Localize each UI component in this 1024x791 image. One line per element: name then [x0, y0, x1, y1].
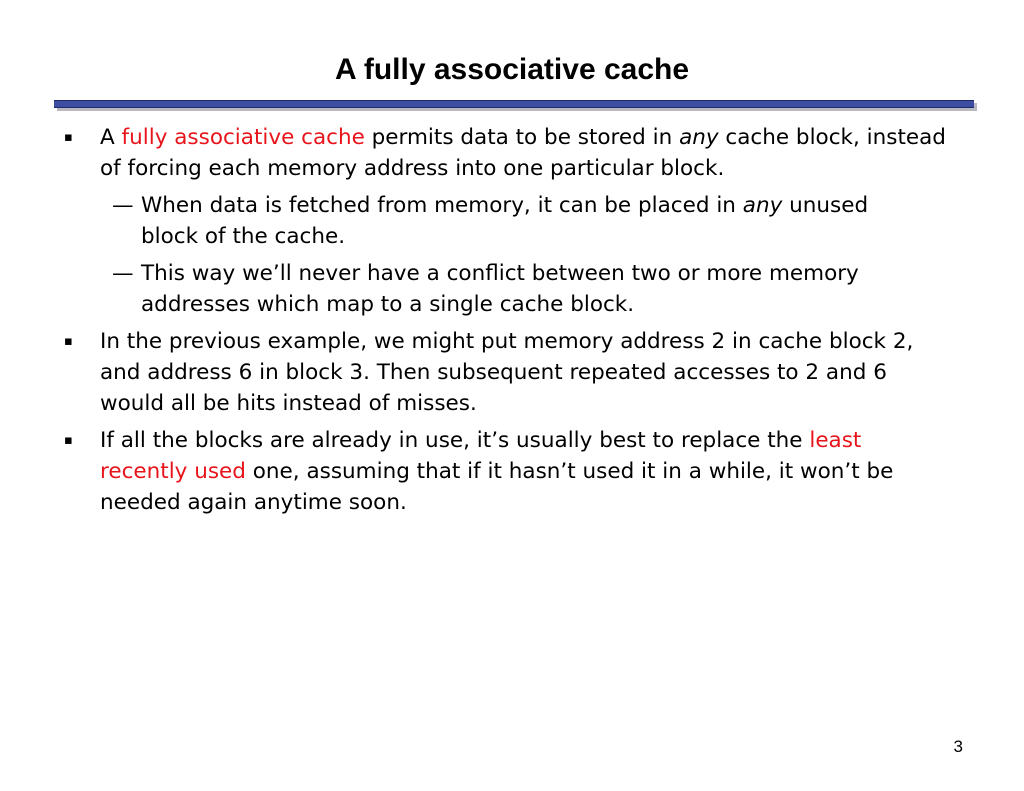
highlight-least-recently-used: least recently used	[100, 428, 862, 484]
dash-bullet-icon: —	[112, 261, 134, 286]
sub-bullet-1-pre: When data is fetched from memory, it can be placed in	[141, 193, 743, 218]
highlight-fully-associative-cache: fully associative cache	[121, 125, 365, 150]
title-underline	[54, 100, 974, 108]
page-number: 3	[953, 737, 963, 756]
bullet-item-2	[0, 326, 950, 419]
bullet-3-post: one, assuming that if it hasn’t used it in a while, it won’t be needed again anytime soon.	[100, 459, 894, 515]
bullet-2-text: In the previous example, we might put memory address 2 in cache block 2, and address 6 in block 3. Then subsequent repeated accesses to 2 and 6 would all be hits instead of misses.	[100, 329, 914, 416]
sub-bullet-item-2	[0, 258, 931, 320]
bullet-1-pre: A	[100, 125, 122, 150]
dash-bullet-icon: —	[112, 193, 134, 218]
sub-bullet-item-1	[0, 190, 931, 252]
sub-bullet-2-text: This way we’ll never have a conflict between two or more memory addresses which map to a single cache block.	[141, 261, 859, 317]
bullet-1-mid: permits data to be stored in	[364, 125, 680, 150]
slide-body	[0, 122, 1024, 524]
emphasis-any: any	[679, 125, 719, 150]
slide-title: A fully associative cache	[334, 53, 690, 86]
square-bullet-icon: ▪	[64, 130, 73, 145]
bullet-1-post: cache block, instead of forcing each memory address into one particular block.	[100, 125, 946, 181]
square-bullet-icon: ▪	[64, 433, 73, 448]
emphasis-any: any	[742, 193, 783, 218]
sub-bullet-1-post: unused block of the cache.	[141, 193, 869, 249]
square-bullet-icon: ▪	[64, 334, 73, 349]
bullet-item-1	[0, 122, 950, 184]
bullet-item-3	[0, 425, 950, 518]
bullet-3-pre: If all the blocks are already in use, it’s usually best to replace the	[100, 428, 810, 453]
